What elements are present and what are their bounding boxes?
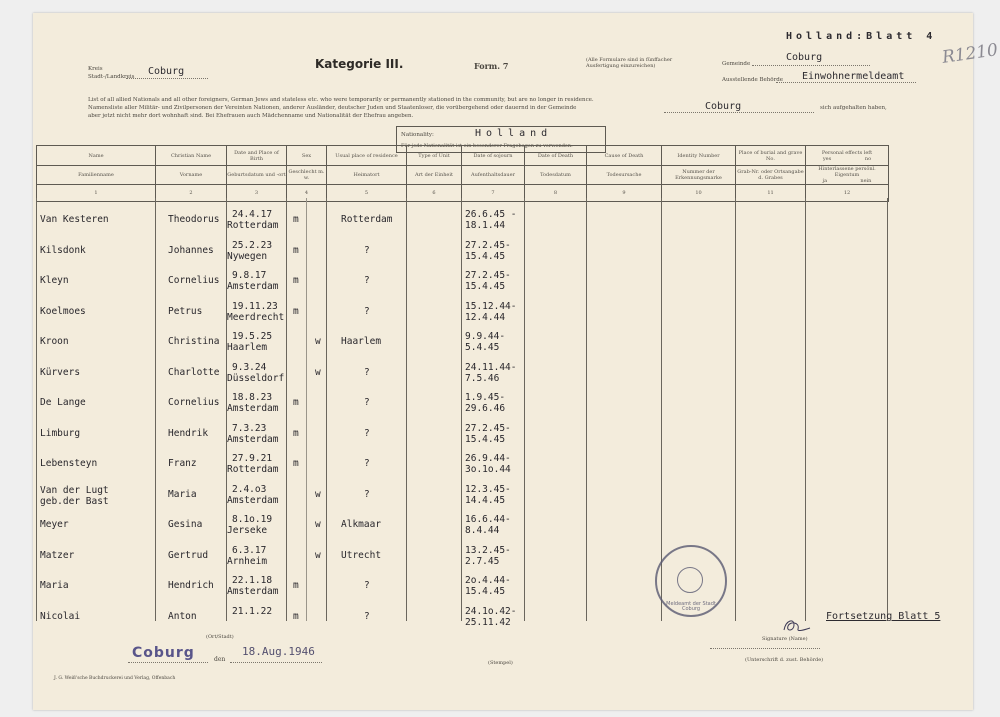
col-10-de: Nummer der Erkennungsmarke bbox=[662, 166, 736, 185]
row-sojourn-from: 16.6.44- bbox=[465, 514, 511, 525]
kreis-prefix: Kreis bbox=[88, 66, 103, 72]
row-sex: m bbox=[293, 427, 299, 439]
row-sex: m bbox=[293, 397, 299, 408]
row-sex: w bbox=[315, 519, 321, 530]
behoerde-value: Einwohnermeldeamt bbox=[802, 71, 905, 82]
row-first-name: Theodorus bbox=[168, 214, 220, 225]
official-stamp bbox=[655, 545, 727, 617]
nationality-label: Nationality: bbox=[401, 132, 434, 138]
row-sojourn-to: 12.4.44 bbox=[465, 311, 506, 323]
row-sojourn-from: 24.11.44- bbox=[465, 361, 517, 373]
col-12-en bbox=[806, 146, 889, 166]
stempel-label: (Stempel) bbox=[488, 660, 513, 666]
nationality-note: Für jede Nationalität ist ein besonderer Fragebogen zu verwenden. bbox=[401, 143, 573, 149]
col-9-en: Cause of Death bbox=[587, 146, 662, 166]
effects-yes: yes bbox=[822, 155, 832, 162]
col-12-num: 12 bbox=[806, 185, 889, 202]
row-birth-date: 21.1.22 bbox=[232, 605, 273, 617]
row-sex: m bbox=[293, 610, 299, 622]
row-birth-date: 9.8.17 bbox=[232, 270, 267, 281]
col-6-de: Art der Einheit bbox=[407, 166, 462, 185]
col-7-de: Aufenthaltsdauer bbox=[462, 166, 525, 185]
row-birth-date: 22.1.18 bbox=[232, 575, 273, 586]
row-home: ? bbox=[364, 366, 370, 378]
row-sojourn-from: 2o.4.44- bbox=[465, 575, 511, 586]
row-birth-date: 7.3.23 bbox=[232, 422, 267, 434]
row-home: ? bbox=[364, 580, 370, 591]
place-stamp: Coburg bbox=[132, 645, 195, 661]
row-sojourn-from: 27.2.45- bbox=[465, 270, 511, 281]
form-number: Form. 7 bbox=[474, 61, 509, 71]
register-table-header bbox=[36, 145, 889, 202]
col-9-de: Todesursache bbox=[587, 166, 662, 185]
gemeinde-label: Gemeinde bbox=[722, 61, 751, 67]
row-home: Utrecht bbox=[341, 549, 382, 561]
col-6-en: Type of Unit bbox=[407, 146, 462, 166]
col-10-en: Identity Number bbox=[662, 146, 736, 166]
col-3-en: Date and Place of Birth bbox=[227, 146, 287, 166]
row-sex: w bbox=[315, 336, 321, 347]
row-birth-place: Düsseldorf bbox=[227, 372, 285, 384]
instructions-tail: sich aufgehalten haben, bbox=[820, 105, 887, 111]
row-name: Kilsdonk bbox=[40, 244, 86, 256]
col-8-num: 8 bbox=[525, 185, 587, 202]
row-first-name: Gesina bbox=[168, 519, 203, 530]
row-birth-date: 27.9.21 bbox=[232, 453, 273, 464]
gemeinde-value: Coburg bbox=[786, 52, 823, 63]
col-8-de: Todesdatum bbox=[525, 166, 587, 185]
row-sojourn-to: 15.4.45 bbox=[465, 281, 506, 292]
col-12-de-label: Hinterlassene persönl. Eigentum bbox=[818, 166, 876, 178]
row-first-name: Gertrud bbox=[168, 549, 209, 561]
col-1-en: Name bbox=[37, 146, 156, 166]
col-3-num: 3 bbox=[227, 185, 287, 202]
row-sojourn-from: 27.2.45- bbox=[465, 239, 511, 251]
signature bbox=[780, 616, 814, 636]
col-9-num: 9 bbox=[587, 185, 662, 202]
col-11-de: Grab-Nr. oder Ortsangabe d. Grabes bbox=[736, 166, 806, 185]
col-1-de: Familienname bbox=[37, 166, 156, 185]
col-3-de: Geburtsdatum und -ort bbox=[227, 166, 287, 185]
row-sex: w bbox=[315, 549, 321, 561]
row-sojourn-to: 15.4.45 bbox=[465, 433, 506, 445]
kreis-value: Coburg bbox=[148, 66, 185, 77]
stamp-emblem-icon bbox=[677, 567, 703, 593]
row-name: De Lange bbox=[40, 397, 86, 408]
sheet-title: Holland:Blatt 4 bbox=[786, 31, 937, 42]
row-name: Nicolai bbox=[40, 610, 81, 622]
row-sojourn-to: 7.5.46 bbox=[465, 372, 500, 384]
col-5-de: Heimatort bbox=[327, 166, 407, 185]
row-first-name: Franz bbox=[168, 458, 197, 469]
row-sojourn-to: 15.4.45 bbox=[465, 250, 506, 262]
row-birth-place: Arnheim bbox=[227, 555, 268, 567]
stamp-text: Meldeamt der Stadt Coburg bbox=[666, 601, 716, 612]
row-home: Rotterdam bbox=[341, 214, 393, 225]
den-label: den bbox=[214, 656, 226, 663]
row-birth-date: 9.3.24 bbox=[232, 361, 267, 373]
row-birth-date: 18.8.23 bbox=[232, 392, 273, 403]
row-sex: m bbox=[293, 214, 299, 225]
row-home: ? bbox=[364, 610, 370, 622]
row-name: Van Kesteren bbox=[40, 214, 109, 225]
col-2-num: 2 bbox=[156, 185, 227, 202]
row-sojourn-to: 8.4.44 bbox=[465, 525, 500, 536]
row-sex: m bbox=[293, 580, 299, 591]
col-12-en-label: Personal effects left bbox=[821, 149, 873, 156]
row-sex: m bbox=[293, 275, 299, 286]
row-home: ? bbox=[364, 305, 370, 317]
row-first-name: Charlotte bbox=[168, 366, 220, 378]
row-birth-date: 24.4.17 bbox=[232, 209, 273, 220]
row-birth-place: Amsterdam bbox=[227, 281, 279, 292]
row-birth-date: 19.11.23 bbox=[232, 300, 278, 312]
row-sojourn-to: 14.4.45 bbox=[465, 494, 506, 506]
row-name: Maria bbox=[40, 580, 69, 591]
row-sojourn-from: 24.1o.42- bbox=[465, 605, 517, 617]
date-stamp: 18.Aug.1946 bbox=[242, 645, 315, 658]
row-birth-date: 6.3.17 bbox=[232, 544, 267, 556]
row-birth-place: Nywegen bbox=[227, 250, 268, 262]
col-4-de: Geschlecht m. w. bbox=[287, 166, 327, 185]
effects-no: no bbox=[864, 155, 872, 162]
behoerde-label: Ausstellende Behörde bbox=[722, 77, 784, 83]
col-4-num: 4 bbox=[287, 185, 327, 202]
col-5-num: 5 bbox=[327, 185, 407, 202]
col-7-en: Date of sojourn bbox=[462, 146, 525, 166]
row-sex: m bbox=[293, 305, 299, 317]
row-first-name: Johannes bbox=[168, 244, 214, 256]
row-name: Matzer bbox=[40, 549, 75, 561]
row-sojourn-from: 26.6.45 - bbox=[465, 209, 517, 220]
col-2-de: Vorname bbox=[156, 166, 227, 185]
row-sojourn-to: 3o.1o.44 bbox=[465, 464, 511, 475]
place-label: (Ort/Stadt) bbox=[206, 634, 234, 640]
instructions-en: List of all allied Nationals and all other foreigners, German Jews and stateless etc. who were temporarily or permanently stationed in the community, but are no longer in residence. bbox=[88, 97, 594, 103]
row-sojourn-from: 12.3.45- bbox=[465, 483, 511, 495]
row-sojourn-from: 26.9.44- bbox=[465, 453, 511, 464]
form-note: (Alle Formulare sind in fünffacher Ausfertigung einzureichen) bbox=[586, 57, 673, 69]
row-sojourn-to: 25.11.42 bbox=[465, 616, 511, 628]
row-sojourn-to: 18.1.44 bbox=[465, 220, 506, 231]
row-home: ? bbox=[364, 458, 370, 469]
col-1-num: 1 bbox=[37, 185, 156, 202]
col-2-en: Christian Name bbox=[156, 146, 227, 166]
row-sojourn-from: 13.2.45- bbox=[465, 544, 511, 556]
instructions-de: Namensliste aller Militär- und Zivilpersonen der Vereinten Nationen, anderer Ausländer, deutscher Juden und Staatenloser, die vorübergehend oder dauernd in der Gemeinde bbox=[88, 105, 577, 111]
row-home: ? bbox=[364, 275, 370, 286]
row-birth-place: Jerseke bbox=[227, 525, 268, 536]
row-sex: w bbox=[315, 488, 321, 500]
row-name: Limburg bbox=[40, 427, 81, 439]
row-first-name: Hendrich bbox=[168, 580, 214, 591]
archive-mark: R1210 bbox=[940, 40, 1000, 68]
instructions-de2: aber jetzt nicht mehr dort wohnhaft sind. Bei Ehefrauen auch Mädchenname und Nationalität der Ehefrau angeben. bbox=[88, 113, 414, 119]
col-11-en: Place of burial and grave No. bbox=[736, 146, 806, 166]
row-first-name: Maria bbox=[168, 488, 197, 500]
row-sojourn-from: 15.12.44- bbox=[465, 300, 517, 312]
row-sojourn-from: 1.9.45- bbox=[465, 392, 506, 403]
kreis-label: Stadt-/Landkreis bbox=[88, 74, 135, 80]
col-11-num: 11 bbox=[736, 185, 806, 202]
row-name: Lebensteyn bbox=[40, 458, 98, 469]
row-sojourn-to: 5.4.45 bbox=[465, 342, 500, 353]
row-home: ? bbox=[364, 397, 370, 408]
category-title: Kategorie III. bbox=[315, 57, 404, 71]
row-sojourn-from: 9.9.44- bbox=[465, 331, 506, 342]
row-home: ? bbox=[364, 427, 370, 439]
effects-nein: nein bbox=[860, 178, 872, 184]
row-first-name: Petrus bbox=[168, 305, 203, 317]
row-birth-place: Rotterdam bbox=[227, 464, 279, 475]
row-first-name: Cornelius bbox=[168, 397, 220, 408]
row-birth-date: 2.4.o3 bbox=[232, 483, 267, 495]
col-10-num: 10 bbox=[662, 185, 736, 202]
row-first-name: Anton bbox=[168, 610, 197, 622]
row-birth-date: 8.1o.19 bbox=[232, 514, 273, 525]
row-sojourn-to: 29.6.46 bbox=[465, 403, 506, 414]
row-name: Meyer bbox=[40, 519, 69, 530]
row-birth-date: 25.2.23 bbox=[232, 239, 273, 251]
row-sex: m bbox=[293, 458, 299, 469]
row-home: ? bbox=[364, 488, 370, 500]
row-first-name: Cornelius bbox=[168, 275, 220, 286]
row-name: Kroon bbox=[40, 336, 69, 347]
effects-ja: ja bbox=[822, 178, 828, 184]
row-sex: m bbox=[293, 244, 299, 256]
row-name: Koelmoes bbox=[40, 305, 86, 317]
col-8-en: Date of Death bbox=[525, 146, 587, 166]
row-sojourn-to: 15.4.45 bbox=[465, 586, 506, 597]
row-birth-place: Amsterdam bbox=[227, 586, 279, 597]
row-birth-place: Rotterdam bbox=[227, 220, 279, 231]
row-home: ? bbox=[364, 244, 370, 256]
row-birth-place: Amsterdam bbox=[227, 494, 279, 506]
row-birth-place: Amsterdam bbox=[227, 403, 279, 414]
printer-note: J. G. Weiß'sche Buchdruckerei und Verlag, Offenbach bbox=[54, 676, 176, 681]
signature-sub: (Unterschrift d. zust. Behörde) bbox=[745, 657, 824, 663]
row-home: Alkmaar bbox=[341, 519, 382, 530]
row-birth-place: Amsterdam bbox=[227, 433, 279, 445]
col-6-num: 6 bbox=[407, 185, 462, 202]
signature-label: Signature (Name) bbox=[762, 636, 808, 642]
row-birth-place: Meerdrecht bbox=[227, 311, 285, 323]
row-sojourn-to: 2.7.45 bbox=[465, 555, 500, 567]
col-5-en: Usual place of residence bbox=[327, 146, 407, 166]
row-home: Haarlem bbox=[341, 336, 382, 347]
row-sojourn-from: 27.2.45- bbox=[465, 422, 511, 434]
col-7-num: 7 bbox=[462, 185, 525, 202]
row-birth-place: Haarlem bbox=[227, 342, 268, 353]
row-first-name: Christina bbox=[168, 336, 220, 347]
col-12-de bbox=[806, 166, 889, 185]
row-name: Kleyn bbox=[40, 275, 69, 286]
col-4-en: Sex bbox=[287, 146, 327, 166]
row-sex: w bbox=[315, 366, 321, 378]
nationality-value: Holland bbox=[475, 128, 553, 139]
row-first-name: Hendrik bbox=[168, 427, 209, 439]
row-name: Kürvers bbox=[40, 366, 81, 378]
instructions-city: Coburg bbox=[705, 101, 742, 112]
continuation-note: Fortsetzung Blatt 5 bbox=[826, 611, 941, 622]
row-name: Van der Lugt geb.der Bast bbox=[40, 484, 109, 507]
row-birth-date: 19.5.25 bbox=[232, 331, 273, 342]
